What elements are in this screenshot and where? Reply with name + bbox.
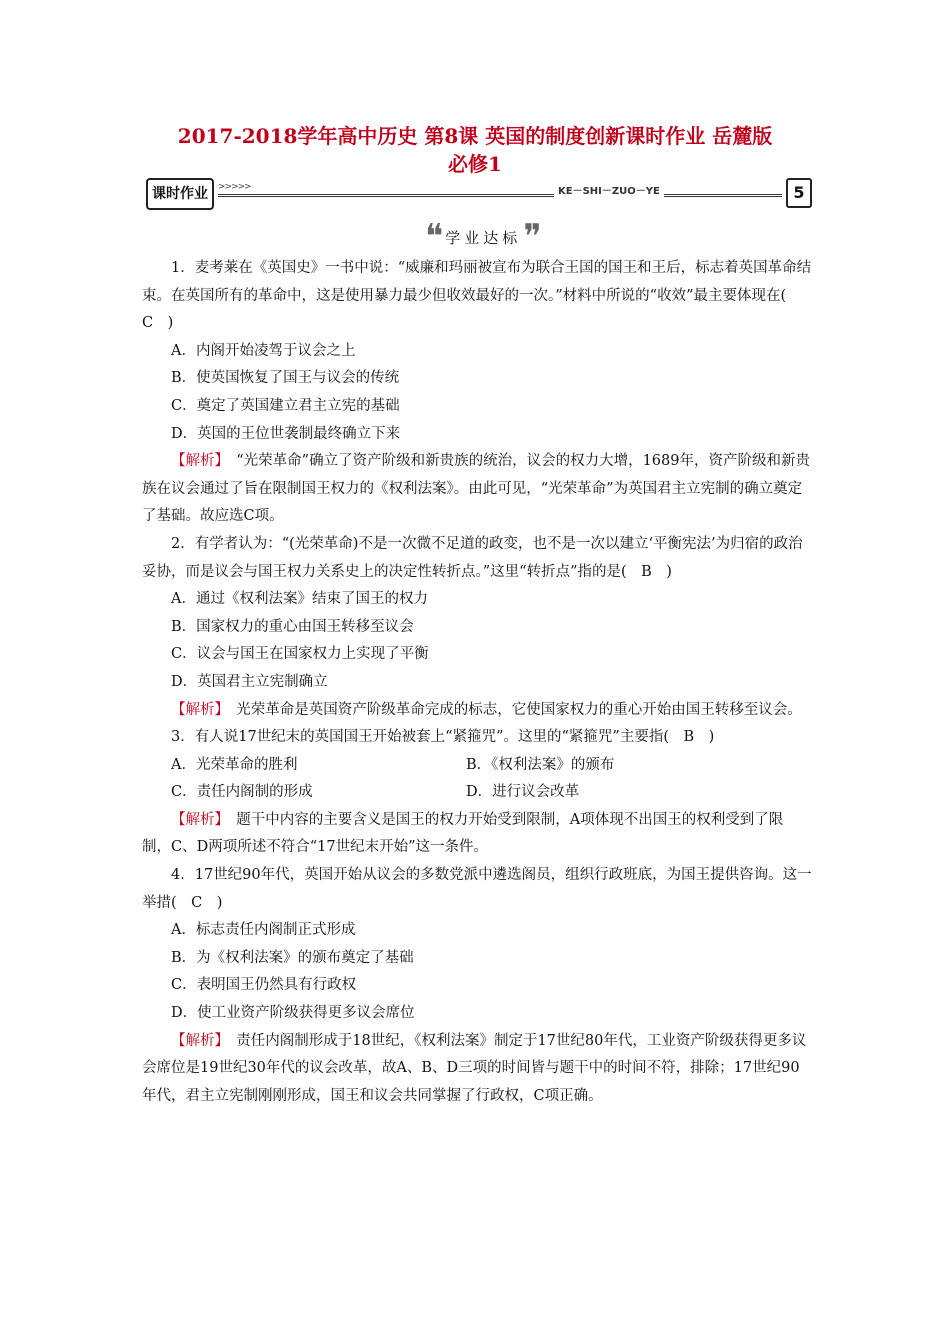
analysis-tag: 【解析】 (171, 453, 222, 470)
option: C．议会与国王在国家权力上实现了平衡 (171, 646, 429, 663)
option: C．责任内阁制的形成 (171, 784, 313, 801)
title-line-1: 2017-2018学年高中历史 第8课 英国的制度创新课时作业 岳麓版 (177, 124, 773, 148)
option: D．英国的王位世袭制最终确立下来 (171, 425, 401, 442)
analysis (142, 807, 812, 862)
option: D．英国君主立宪制确立 (171, 673, 328, 690)
analysis-text: “光荣革命”确立了资产阶级和新贵族的统治，议会的权力大增，1689年，资产阶级和新贵族在议会通过了旨在限制国王权力的《权利法案》。由此可见，“光荣革命”为英国君主立宪制的确立奠定了基础。故应选C项。 (142, 453, 810, 525)
option: C．奠定了英国建立君主立宪的基础 (171, 397, 400, 414)
analysis-tag: 【解析】 (171, 701, 222, 718)
question-stem: 2．有学者认为：“(光荣革命)不是一次微不足道的政变，也不是一次以建立‘平衡宪法’为归宿的政治妥协，而是议会与国王权力关系史上的决定性转折点。”这里“转折点”指的是( B ) (142, 535, 803, 580)
analysis-text: 责任内阁制形成于18世纪，《权利法案》制定于17世纪80年代，工业资产阶级获得更多议会席位是19世纪30年代的议会改革，故A、B、D三项的时间皆与题干中的时间不符，排除；17世纪90年代，君主立宪制刚刚形成，国王和议会共同掌握了行政权，C项正确。 (142, 1032, 807, 1104)
option: C．表明国王仍然具有行政权 (171, 977, 357, 994)
analysis-text: 光荣革命是英国资产阶级革命完成的标志，它使国家权力的重心开始由国王转移至议会。 (221, 701, 802, 718)
question-stem: 4．17世纪90年代，英国开始从议会的多数党派中遴选阁员，组织行政班底，为国王提供咨询。这一举措( C ) (142, 867, 812, 911)
option-row (142, 752, 812, 780)
close-quote-icon: ❞ (523, 217, 542, 257)
title-line-2: 必修1 (448, 152, 502, 176)
option: B．使英国恢复了国王与议会的传统 (171, 370, 400, 387)
section-heading (425, 217, 542, 257)
option: A．光荣革命的胜利 (171, 756, 298, 773)
option: B．国家权力的重心由国王转移至议会 (171, 618, 414, 635)
option: A．内阁开始凌驾于议会之上 (171, 342, 356, 359)
banner-number: 5 (786, 178, 812, 208)
analysis (142, 448, 812, 531)
banner-rule (218, 194, 782, 197)
question-stem: 1．麦考莱在《英国史》一书中说：“威廉和玛丽被宣布为联合王国的国王和王后，标志着英国革命结束。在英国所有的革命中，这是使用暴力最少但收效最好的一次。”材料中所说的“收效”最主要体现在( C ) (142, 260, 812, 332)
option: A．通过《权利法案》结束了国王的权力 (171, 591, 428, 608)
analysis-text: 题干中内容的主要含义是国王的权力开始受到限制，A项体现不出国王的权利受到了限制，C、D两项所述不符合“17世纪末开始”这一条件。 (142, 811, 784, 856)
option: D．使工业资产阶级获得更多议会席位 (171, 1005, 415, 1022)
banner-arrows: >>>>> (218, 182, 251, 192)
homework-banner (144, 178, 812, 208)
document-title (100, 122, 850, 178)
option: D．进行议会改革 (466, 784, 580, 801)
questions (142, 255, 812, 1110)
open-quote-icon: ❝ (425, 217, 444, 257)
analysis-tag: 【解析】 (171, 1032, 222, 1049)
analysis (142, 1028, 812, 1111)
option: A．标志责任内阁制正式形成 (171, 922, 356, 939)
banner-pinyin: KE－SHI－ZUO－YE (554, 182, 664, 197)
banner-label: 课时作业 (146, 178, 214, 210)
analysis (142, 697, 812, 725)
section-title: 学业达标 (445, 228, 522, 247)
option-row (142, 779, 812, 807)
option: B．《权利法案》的颁布 (466, 756, 615, 773)
option: B．为《权利法案》的颁布奠定了基础 (171, 949, 414, 966)
question-stem: 3．有人说17世纪末的英国国王开始被套上“紧箍咒”。这里的“紧箍咒”主要指( B ) (171, 729, 715, 746)
analysis-tag: 【解析】 (171, 811, 222, 828)
